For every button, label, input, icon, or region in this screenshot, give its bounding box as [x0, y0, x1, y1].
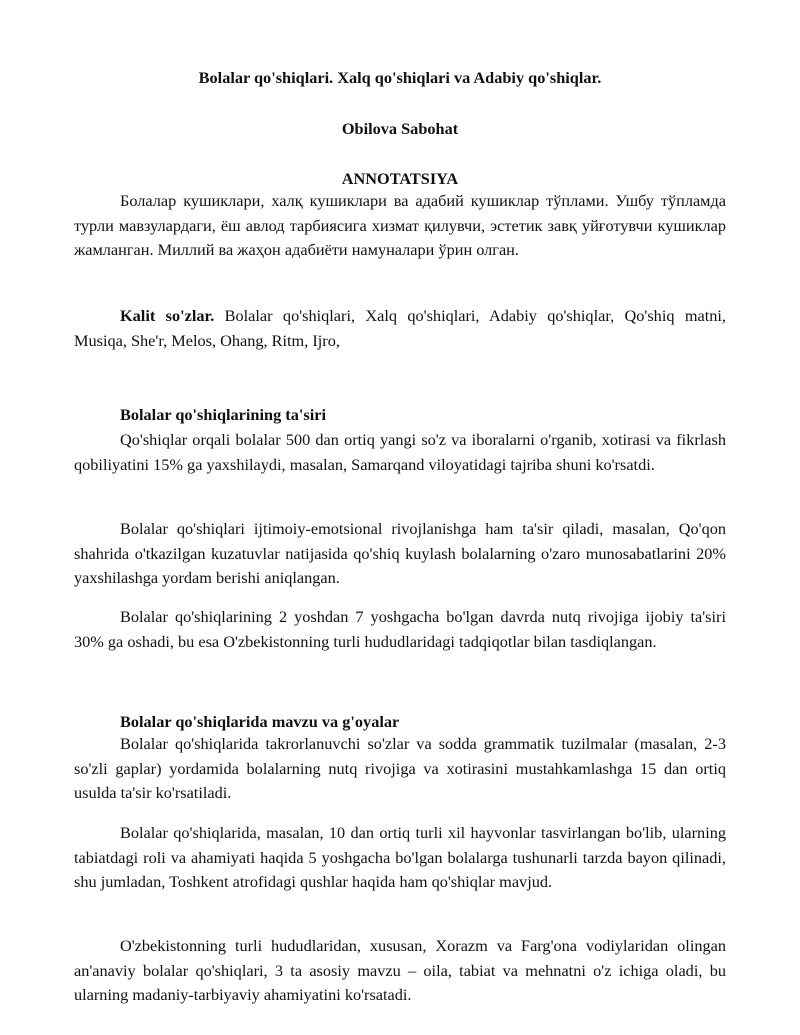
annotation-heading: ANNOTATSIYA — [341, 169, 459, 188]
section1-paragraph-3: Bolalar qo'shiqlarining 2 yoshdan 7 yoshgacha bo'lgan davrda nutq rivojiga ijobiy ta'siri 30% ga oshadi, bu esa O'zbekistonning turli hududlaridagi tadqiqotlar bilan tasdiqlangan. — [74, 607, 726, 651]
section1-paragraph-2: Bolalar qo'shiqlari ijtimoiy-emotsional rivojlanishga ham ta'sir qiladi, masalan, Qo'qon shahrida o'tkazilgan kuzatuvlar natijasida qo'shiq kuylash bolalarning o'zaro munosabatlarini 20% yaxshilashga yordam berishi aniqlangan. — [74, 519, 726, 587]
section2-paragraph-2: Bolalar qo'shiqlarida, masalan, 10 dan ortiq turli xil hayvonlar tasvirlangan bo'lib, ularning tabiatdagi roli va ahamiyati haqida 5 yoshgacha bo'lgan bolalarga tushunarli tarzda bayon qilinadi, shu jumladan, Toshkent atrofidagi qushlar haqida ham qo'shiqlar mavjud. — [74, 823, 726, 891]
author-name: Obilova Sabohat — [341, 119, 459, 138]
keywords-paragraph — [74, 304, 726, 353]
section2-paragraph-3: O'zbekistonning turli hududlaridan, xususan, Xorazm va Farg'ona vodiylaridan olingan an'anaviy bolalar qo'shiqlari, 3 ta asosiy mavzu – oila, tabiat va mehnatni o'z ichiga oladi, bu ularning madaniy-tarbiyaviy ahamiyatini ko'rsatadi. — [74, 936, 726, 1004]
section2-paragraph-1: Bolalar qo'shiqlarida takrorlanuvchi so'zlar va sodda grammatik tuzilmalar (masalan, 2-3 so'zli gaplar) yordamida bolalarning nutq rivojiga va xotirasini mustahkamlashga 15 dan ortiq usulda ta'sir ko'rsatiladi. — [74, 734, 726, 802]
section-heading-influence: Bolalar qo'shiqlarining ta'siri — [120, 405, 326, 424]
annotation-paragraph: Болалар кушиклари, халқ кушиклари ва адабий кушиклар тўплами. Ушбу тўпламда турли мавзулардаги, ёш авлод тарбиясига хизмат қилувчи, эстетик завқ уйғотувчи кушиклар жамланган. Миллий ва жаҳон адабиёти намуналари ўрин олган. — [74, 191, 726, 259]
document-title: Bolalar qo'shiqlari. Xalq qo'shiqlari va Adabiy qo'shiqlar. — [198, 68, 602, 87]
section1-paragraph-1: Qo'shiqlar orqali bolalar 500 dan ortiq yangi so'z va iboralarni o'rganib, xotirasi va fikrlash qobiliyatini 15% ga yaxshilaydi, masalan, Samarqand viloyatidagi tajriba shuni ko'rsatdi. — [74, 430, 726, 474]
keywords-label: Kalit so'zlar. — [120, 306, 215, 325]
section-heading-themes: Bolalar qo'shiqlarida mavzu va g'oyalar — [120, 712, 400, 731]
keywords-text: Bolalar qo'shiqlari, Xalq qo'shiqlari, Adabiy qo'shiqlar, Qo'shiq matni, Musiqa, She'r, Melos, Ohang, Ritm, Ijro, — [74, 306, 726, 350]
